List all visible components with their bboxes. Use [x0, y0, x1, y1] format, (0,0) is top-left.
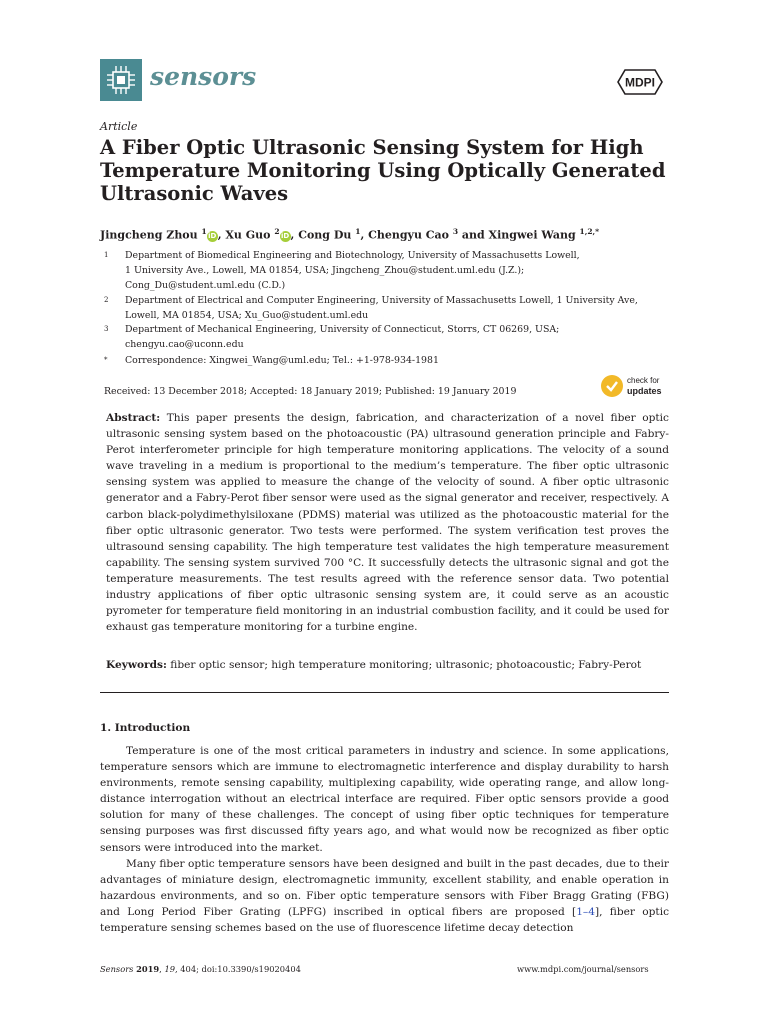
check-updates-button[interactable] — [601, 374, 671, 400]
abstract-text: This paper presents the design, fabrication, and characterization of a novel fiber optic ultrasonic sensing system based on the photoacoustic (PA) ultrasound generation principle and Fabry-Perot interferometer principle for high temperature monitoring applications. The velocity of a sound wave traveling in a medium is proportional to the medium’s temperature. The fiber optic ultrasonic sensing system was applied to measure the change of the velocity of sound. A fiber optic ultrasonic generator and a Fabry-Perot fiber sensor were used as the signal generator and receiver, respectively. A carbon black-polydimethylsiloxane (PDMS) material was utilized as the photoacoustic material for the fiber optic ultrasonic generator. Two tests were performed. The system verification test proves the ultrasound sensing capability. The high temperature test validates the high temperature measurement capability. The sensing system survived 700 °C. It successfully detects the ultrasonic signal and got the temperature measurements. The test results agreed with the reference sensor data. Two potential industry applications of fiber optic ultrasonic sensing system are, it could serve as an acoustic pyrometer for temperature field monitoring in an industrial combustion facility, and it could be used for exhaust gas temperature monitoring for a turbine engine. — [106, 412, 669, 634]
correspondence — [104, 353, 684, 368]
author-affil-mark: 2 — [274, 227, 280, 236]
author-list: Jingcheng Zhou $^1$iD, Xu Guo $^2$iD, Cong Du $^1$, Chengyu Cao $^3$ and Xingwei Wang $^{1,2,*}$ — [100, 227, 600, 242]
intro-paragraph-2 — [100, 856, 669, 936]
affiliation — [104, 293, 684, 323]
orcid-icon[interactable]: iD — [208, 231, 217, 240]
author-name: Cong Du — [298, 228, 352, 242]
orcid-icon[interactable]: iD — [280, 231, 290, 240]
abstract-label: Abstract: — [106, 412, 161, 424]
affiliation-mark: 2 — [104, 296, 109, 304]
affiliation-mark: * — [104, 356, 108, 364]
citation-link[interactable]: 1–4 — [576, 906, 595, 919]
footer-citation: Sensors 2019, 19, 404; doi:10.3390/s19020404 — [100, 964, 301, 974]
footer-journal: Sensors — [100, 964, 134, 974]
publication-dates: Received: 13 December 2018; Accepted: 18 January 2019; Published: 19 January 2019 — [104, 386, 517, 397]
author-name: Xu Guo — [225, 228, 271, 242]
footer-year: 2019 — [136, 964, 160, 974]
affiliation-text: Correspondence: Xingwei_Wang@uml.edu; Tel.: +1-978-934-1981 — [125, 355, 439, 366]
intro-paragraph-2-text: Many fiber optic temperature sensors have been designed and built in the past decades, due to their advantages of miniature design, electromagnetic immunity, excellent stability, and enable operation in hazardous environments, and so on. Fiber optic temperature sensors with Fiber Bragg Grating (FBG) and Long Period Fiber Grating (LPFG) inscribed in optical fibers are proposed [ — [100, 858, 669, 919]
abstract — [106, 410, 669, 635]
section-heading: 1. Introduction — [100, 722, 191, 734]
keywords-text: fiber optic sensor; high temperature monitoring; ultrasonic; photoacoustic; Fabry-Perot — [170, 659, 642, 671]
check-updates-label-bold: updates — [627, 386, 662, 396]
intro-paragraph-2-text-cont: ], fiber optic temperature sensing schemes based on the use of fluorescence lifetime decay detection — [100, 906, 670, 935]
check-updates-icon — [601, 375, 623, 397]
affiliation — [104, 322, 684, 352]
paper-title: A Fiber Optic Ultrasonic Sensing System for High Temperature Monitoring Using Optically Generated Ultrasonic Waves — [100, 136, 666, 205]
author-name: Jingcheng Zhou — [100, 228, 198, 242]
affiliation-mark: 1 — [104, 251, 109, 259]
mdpi-logo — [612, 68, 668, 96]
chip-logo-icon — [100, 59, 142, 101]
footer-url[interactable]: www.mdpi.com/journal/sensors — [517, 964, 649, 974]
article-type: Article — [100, 120, 138, 133]
footer-volume: 19 — [164, 964, 175, 974]
footer-doi: , 404; doi:10.3390/s19020404 — [175, 964, 301, 974]
keywords-label: Keywords: — [106, 659, 167, 671]
journal-name: sensors — [150, 62, 257, 91]
author-affil-mark: 1 — [201, 227, 207, 236]
mdpi-logo-text: MDPI — [625, 75, 655, 90]
keywords — [106, 657, 669, 673]
affiliation-text: Department of Mechanical Engineering, University of Connecticut, Storrs, CT 06269, USA; chengyu.cao@uconn.edu — [125, 324, 560, 350]
author-name: Chengyu Cao — [368, 228, 449, 242]
author-name: Xingwei Wang — [488, 228, 576, 242]
affiliation — [104, 248, 684, 293]
journal-logo — [100, 59, 142, 101]
author-affil-mark: 1,2,* — [579, 227, 600, 236]
section-divider — [100, 692, 669, 693]
affiliation-text: Department of Biomedical Engineering and Biotechnology, University of Massachusetts Lowell, 1 University Ave., Lowell, MA 01854, USA; Jingcheng_Zhou@student.uml.edu (J.Z.); Cong_Du@student.uml.edu (C.D.) — [125, 250, 580, 291]
intro-paragraph-1: Temperature is one of the most critical parameters in industry and science. In some applications, temperature sensors which are immune to electromagnetic interference and display durability to harsh environments, remote sensing capability, multiplexing capability, wide operating range, and allow long-distance interrogation without an electrical interface are required. Fiber optic sensors provide a good solution for many of these challenges. The concept of using fiber optic techniques for temperature sensing purposes was first discussed fifty years ago, and what would now be recognized as fiber optic sensors were introduced into the market. — [100, 745, 669, 854]
affiliation-text: Department of Electrical and Computer Engineering, University of Massachusetts Lowell, 1 University Ave, Lowell, MA 01854, USA; Xu_Guo@student.uml.edu — [125, 295, 638, 321]
check-updates-label: check for — [627, 376, 660, 385]
author-affil-mark: 1 — [355, 227, 361, 236]
author-affil-mark: 3 — [452, 227, 459, 236]
affiliation-mark: 3 — [104, 325, 109, 333]
